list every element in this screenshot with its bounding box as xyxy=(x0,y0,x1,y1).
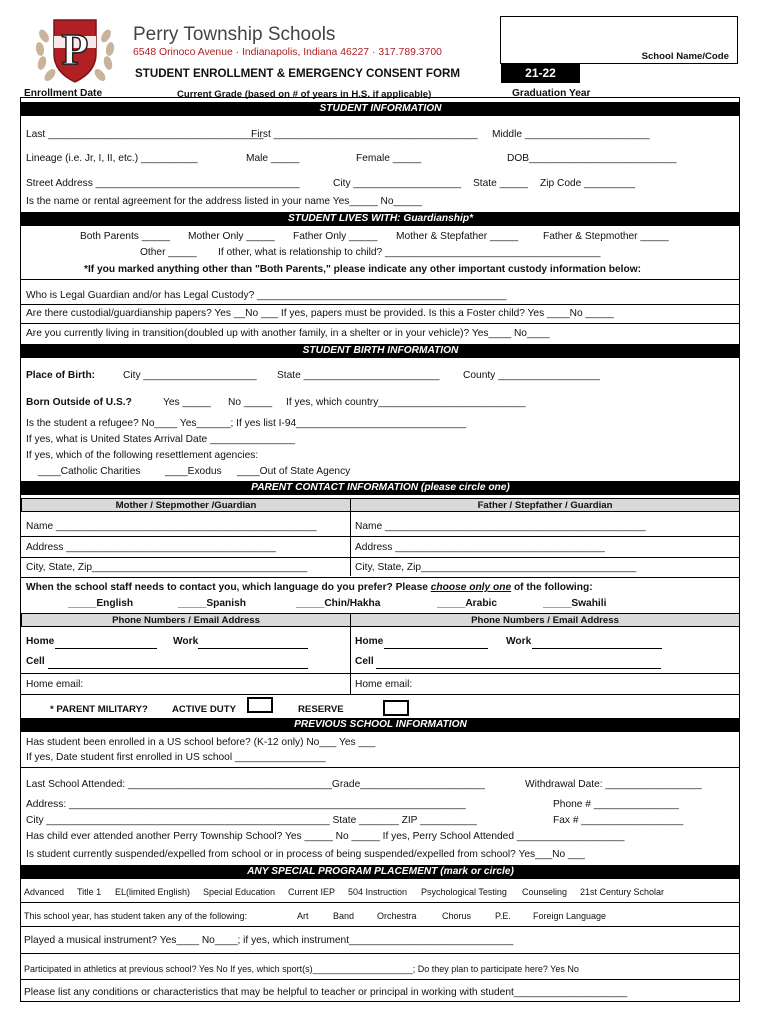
father-work-phone-label[interactable]: Work xyxy=(506,636,532,647)
school-code-label: School Name/Code xyxy=(641,51,729,62)
mother-phone-header: Phone Numbers / Email Address xyxy=(21,613,351,627)
female-field[interactable]: Female _____ xyxy=(356,153,422,164)
previous-fax-field[interactable]: Fax # __________________ xyxy=(553,815,684,826)
both-parents-option[interactable]: Both Parents _____ xyxy=(80,231,171,242)
born-outside-label: Born Outside of U.S.? xyxy=(26,397,132,408)
state-field[interactable]: State _____ xyxy=(473,178,528,189)
language-spanish[interactable]: _____Spanish xyxy=(178,598,246,609)
language-english[interactable]: _____English xyxy=(68,598,134,609)
form-title: STUDENT ENROLLMENT & EMERGENCY CONSENT FORM xyxy=(135,67,461,80)
program-counseling[interactable]: Counseling xyxy=(522,887,568,897)
father-home-phone-label[interactable]: Home xyxy=(355,636,384,647)
dob-field[interactable]: DOB__________________________ xyxy=(507,153,677,164)
enrollment-date-field[interactable]: Enrollment Date __________ xyxy=(24,88,162,99)
musical-instrument-field[interactable]: Played a musical instrument? Yes____ No____; if yes, which instrument_____________________________ xyxy=(24,935,514,946)
last-school-field[interactable]: Last School Attended: ____________________________________Grade______________________ xyxy=(26,779,485,790)
first-enrolled-field[interactable]: If yes, Date student first enrolled in US school ________________ xyxy=(26,752,326,763)
middle-name-field[interactable]: Middle ______________________ xyxy=(492,129,650,140)
born-outside-no[interactable]: No _____ xyxy=(228,397,273,408)
male-field[interactable]: Male _____ xyxy=(246,153,300,164)
section-birth-information: STUDENT BIRTH INFORMATION xyxy=(21,344,740,358)
parent-military-label: * PARENT MILITARY? xyxy=(50,704,148,715)
section-special-program: ANY SPECIAL PROGRAM PLACEMENT (mark or circle) xyxy=(21,865,740,879)
class-band[interactable]: Band xyxy=(333,911,355,921)
country-field[interactable]: If yes, which country__________________________ xyxy=(286,397,526,408)
graduation-year-field[interactable]: Graduation Year__________ xyxy=(512,88,648,99)
class-chorus[interactable]: Chorus xyxy=(442,911,472,921)
custody-note: *If you marked anything other than "Both Parents," please indicate any other important custody information below: xyxy=(84,264,642,275)
program-el[interactable]: EL(limited English) xyxy=(115,887,191,897)
previous-phone-field[interactable]: Phone # _______________ xyxy=(553,799,679,810)
lineage-field[interactable]: Lineage (i.e. Jr, I, II, etc.) __________ xyxy=(26,153,198,164)
birth-city-field[interactable]: City ____________________ xyxy=(123,370,257,381)
reserve-label: RESERVE xyxy=(298,704,344,715)
birth-state-field[interactable]: State ________________________ xyxy=(277,370,440,381)
mother-only-option[interactable]: Mother Only _____ xyxy=(188,231,275,242)
conditions-field[interactable]: Please list any conditions or characteristics that may be helpful to teacher or principal in working with student____________________ xyxy=(24,987,628,998)
mother-name-field[interactable]: Name ______________________________________________ xyxy=(26,521,317,532)
custodial-papers-field[interactable]: Are there custodial/guardianship papers? Yes __No ___ If yes, papers must be provided. Is this a Foster child? Yes ____No _____ xyxy=(26,308,614,319)
school-code-box[interactable] xyxy=(500,16,738,64)
other-option[interactable]: Other _____ xyxy=(140,247,197,258)
father-home-email-field[interactable]: Home email: xyxy=(355,679,413,690)
language-chin[interactable]: _____Chin/Hakha xyxy=(296,598,381,609)
language-question: When the school staff needs to contact you, which language do you prefer? Please choose only one of the following: xyxy=(26,582,593,593)
exodus-option[interactable]: ____Exodus xyxy=(165,466,222,477)
program-special-ed[interactable]: Special Education xyxy=(203,887,276,897)
city-field[interactable]: City ___________________ xyxy=(333,178,462,189)
father-address-field[interactable]: Address _____________________________________ xyxy=(355,542,605,553)
active-duty-label: ACTIVE DUTY xyxy=(172,704,236,715)
active-duty-checkbox[interactable] xyxy=(247,697,273,713)
program-title1[interactable]: Title 1 xyxy=(77,887,102,897)
mother-cell-label[interactable]: Cell xyxy=(26,656,45,667)
language-swahili[interactable]: _____Swahili xyxy=(543,598,607,609)
mother-header: Mother / Stepmother /Guardian xyxy=(21,498,351,512)
program-21st-century[interactable]: 21st Century Scholar xyxy=(580,887,665,897)
suspended-field[interactable]: Is student currently suspended/expelled from school or in process of being suspended/expelled from school? Yes___No ___ xyxy=(26,849,585,860)
logo-letter: P xyxy=(61,25,89,74)
mother-citystatezip-field[interactable]: City, State, Zip______________________________________ xyxy=(26,562,308,573)
mother-stepfather-option[interactable]: Mother & Stepfather _____ xyxy=(396,231,519,242)
father-cell-label[interactable]: Cell xyxy=(355,656,374,667)
father-only-option[interactable]: Father Only _____ xyxy=(293,231,378,242)
rental-agreement-field[interactable]: Is the name or rental agreement for the address listed in your name Yes_____ No_____ xyxy=(26,196,422,207)
current-grade-field[interactable]: Current Grade (based on # of years in H.S. if applicable)_______ xyxy=(177,89,469,100)
last-name-field[interactable]: Last ______________________________________ xyxy=(26,129,264,140)
other-relationship-field[interactable]: If other, what is relationship to child? ______________________________________ xyxy=(218,247,601,258)
resettlement-agencies-label: If yes, which of the following resettlement agencies: xyxy=(26,450,259,461)
zip-field[interactable]: Zip Code _________ xyxy=(540,178,636,189)
program-504[interactable]: 504 Instruction xyxy=(348,887,408,897)
born-outside-yes[interactable]: Yes _____ xyxy=(163,397,211,408)
out-of-state-option[interactable]: ____Out of State Agency xyxy=(237,466,351,477)
legal-guardian-field[interactable]: Who is Legal Guardian and/or has Legal Custody? ____________________________________________ xyxy=(26,290,507,301)
section-student-information: STUDENT INFORMATION xyxy=(21,102,740,116)
class-foreign-language[interactable]: Foreign Language xyxy=(533,911,607,921)
section-lives-with: STUDENT LIVES WITH: Guardianship* xyxy=(21,212,740,226)
father-phone-header: Phone Numbers / Email Address xyxy=(350,613,740,627)
mother-address-field[interactable]: Address _____________________________________ xyxy=(26,542,276,553)
section-parent-contact: PARENT CONTACT INFORMATION (please circle one) xyxy=(21,481,740,495)
father-citystatezip-field[interactable]: City, State, Zip______________________________________ xyxy=(355,562,637,573)
school-logo xyxy=(32,14,118,88)
father-header: Father / Stepfather / Guardian xyxy=(350,498,740,512)
school-name: Perry Township Schools xyxy=(133,24,336,45)
perry-attended-field[interactable]: Has child ever attended another Perry Township School? Yes _____ No _____ If yes, Perry School Attended ___________________ xyxy=(26,831,625,842)
mother-home-email-field[interactable]: Home email: xyxy=(26,679,84,690)
father-stepmother-option[interactable]: Father & Stepmother _____ xyxy=(543,231,669,242)
school-year: 21-22 xyxy=(501,64,580,83)
program-iep[interactable]: Current IEP xyxy=(288,887,336,897)
program-advanced[interactable]: Advanced xyxy=(24,887,65,897)
father-name-field[interactable]: Name ______________________________________________ xyxy=(355,521,646,532)
section-previous-school: PREVIOUS SCHOOL INFORMATION xyxy=(21,718,740,732)
arrival-date-field[interactable]: If yes, what is United States Arrival Date _______________ xyxy=(26,434,296,445)
reserve-checkbox[interactable] xyxy=(383,700,409,716)
mother-work-phone-label[interactable]: Work xyxy=(173,636,199,647)
language-arabic[interactable]: _____Arabic xyxy=(437,598,498,609)
catholic-charities-option[interactable]: ____Catholic Charities xyxy=(38,466,141,477)
class-pe[interactable]: P.E. xyxy=(495,911,511,921)
street-address-field[interactable]: Street Address ____________________________________ xyxy=(26,178,300,189)
place-of-birth-label: Place of Birth: xyxy=(26,370,96,381)
transition-field[interactable]: Are you currently living in transition(doubled up with another family, in a shelter or in your vehicle)? Yes____ No____ xyxy=(26,328,550,339)
school-address: 6548 Orinoco Avenue · Indianapolis, Indiana 46227 · 317.789.3700 xyxy=(133,47,442,58)
class-art[interactable]: Art xyxy=(297,911,309,921)
program-psych[interactable]: Psychological Testing xyxy=(421,887,507,897)
previous-city-field[interactable]: City __________________________________________________ State _______ ZIP __________ xyxy=(26,815,477,826)
withdrawal-date-field[interactable]: Withdrawal Date: _________________ xyxy=(525,779,702,790)
birth-county-field[interactable]: County __________________ xyxy=(463,370,601,381)
previous-address-field[interactable]: Address: ______________________________________________________________________ xyxy=(26,799,466,810)
first-name-field[interactable]: First ____________________________________ xyxy=(251,129,478,140)
enrolled-us-field[interactable]: Has student been enrolled in a US school before? (K-12 only) No___ Yes ___ xyxy=(26,737,376,748)
taken-label: This school year, has student taken any of the following: xyxy=(24,911,248,921)
athletics-field[interactable]: Participated in athletics at previous school? Yes No If yes, which sport(s)____________________; Do they plan to participate here? Yes No xyxy=(24,964,579,974)
refugee-field[interactable]: Is the student a refugee? No____ Yes______; If yes list I-94______________________________ xyxy=(26,418,467,429)
mother-home-phone-label[interactable]: Home xyxy=(26,636,55,647)
class-orchestra[interactable]: Orchestra xyxy=(377,911,417,921)
